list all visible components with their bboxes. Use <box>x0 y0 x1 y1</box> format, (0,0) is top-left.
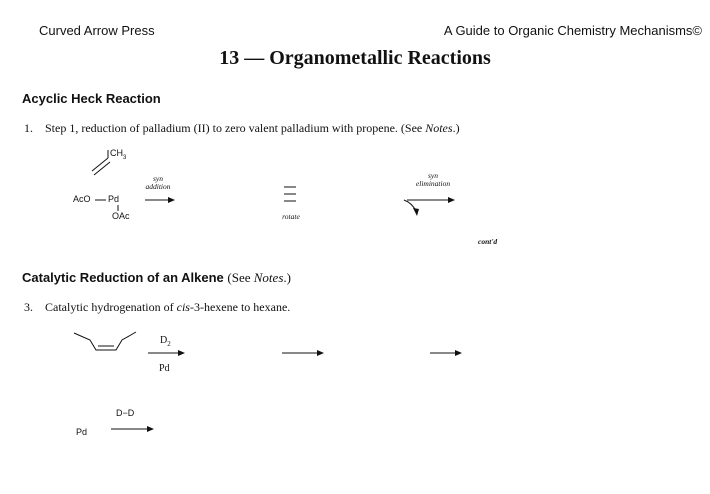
rotate-label: rotate <box>282 212 300 221</box>
publisher-name: Curved Arrow Press <box>39 23 155 38</box>
step-1-body: Step 1, reduction of palladium (II) to zero valent palladium with propene. (See <box>45 121 426 135</box>
syn-text-2: syn <box>428 171 438 180</box>
notes-link-2[interactable]: Notes <box>253 270 284 285</box>
step-1-number: 1. <box>24 121 33 135</box>
oac-label: OAc <box>112 211 130 221</box>
cis-3-hexene-structure <box>74 332 136 350</box>
guide-title: A Guide to Organic Chemistry Mechanisms© <box>443 23 702 38</box>
addition-text: addition <box>145 182 171 191</box>
dd-label: D−D <box>116 408 135 418</box>
reduction-heading-text: Catalytic Reduction of an Alkene <box>22 270 224 285</box>
d2-label <box>160 335 171 348</box>
step-1-end: .) <box>452 121 460 135</box>
d2-subscript: 2 <box>167 340 171 348</box>
step-arrow-3 <box>430 350 462 356</box>
step-3-body: Catalytic hydrogenation of <box>45 300 177 314</box>
step-arrow-2 <box>282 350 324 356</box>
continued-label: cont'd <box>478 237 498 246</box>
cis-text: cis <box>176 300 190 314</box>
note-before: (See <box>227 270 254 285</box>
syn-text-1: syn <box>153 174 163 183</box>
elimination-text: elimination <box>415 179 451 188</box>
acetoxy-label: AcO <box>73 194 91 204</box>
notes-link[interactable]: Notes <box>425 121 453 135</box>
d2-arrow <box>148 350 185 356</box>
palladium-label: Pd <box>108 194 120 204</box>
pd-catalyst-label: Pd <box>159 363 170 374</box>
step-3-end: -3-hexene to hexane. <box>189 300 291 314</box>
step-3-number: 3. <box>24 300 33 314</box>
dd-arrow <box>111 426 154 432</box>
note-after: .) <box>283 270 291 285</box>
section-heading-heck: Acyclic Heck Reaction <box>22 91 161 106</box>
ch3-subscript: 3 <box>123 154 127 161</box>
pd-surface-label: Pd <box>76 427 88 437</box>
d-label: D <box>160 335 168 346</box>
page-title: 13 — Organometallic Reactions <box>219 47 491 69</box>
ch-label: CH <box>110 148 123 158</box>
